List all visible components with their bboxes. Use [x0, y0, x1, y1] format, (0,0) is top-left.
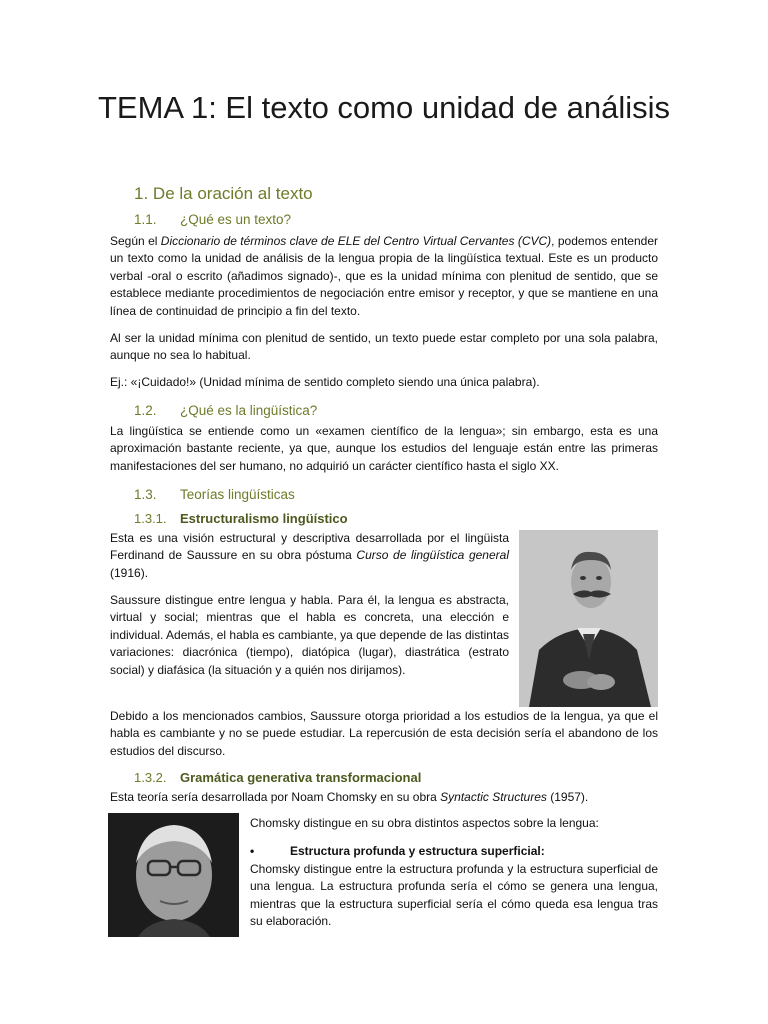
chomsky-portrait-image — [108, 813, 239, 937]
text-run: (1957). — [546, 790, 589, 804]
text-run: Esta es una visión estructural y descriptiva desarrollada por el lingüista Ferdinand de Saussure en su obra póstuma — [110, 531, 509, 563]
chomsky-portrait — [108, 813, 239, 937]
section-1-3-title: Teorías lingüísticas — [180, 487, 295, 502]
section-1-1-number: 1.1. — [134, 212, 157, 227]
section-1-1-heading — [134, 212, 291, 227]
italic-reference: Syntactic Structures — [440, 790, 547, 804]
paragraph-estructura-profunda: Chomsky distingue entre la estructura profunda y la estructura superficial de una lengua. La estructura profunda sería el cómo se genera una lengua, mientras que la estructura superficial sería el cómo queda esa lengua tras su elaboración. — [250, 862, 658, 929]
paragraph-example: Ej.: «¡Cuidado!» (Unidad mínima de sentido completo siendo una única palabra). — [110, 375, 540, 389]
section-1-2-title: ¿Qué es la lingüística? — [180, 403, 318, 418]
paragraph-texto-definition — [110, 233, 658, 320]
paragraph-chomsky-aspectos: Chomsky distingue en su obra distintos aspectos sobre la lengua: — [250, 816, 599, 830]
section-1-heading — [134, 184, 313, 204]
section-1-1-title: ¿Qué es un texto? — [180, 212, 292, 227]
paragraph-estructuralismo — [110, 530, 509, 582]
bullet-label: Estructura profunda y estructura superficial: — [290, 844, 545, 858]
section-1-3-1-number: 1.3.1. — [134, 511, 167, 526]
section-1-3-2-number: 1.3.2. — [134, 770, 167, 785]
saussure-portrait-image — [519, 530, 658, 707]
bullet-glyph: • — [250, 844, 255, 858]
section-1-2-number: 1.2. — [134, 403, 157, 418]
section-1-3-2-heading — [134, 770, 421, 785]
section-1-3-1-heading — [134, 511, 348, 526]
paragraph-gramatica-generativa — [110, 789, 658, 806]
section-1-number: 1. — [134, 184, 149, 203]
text-run: , podemos entender un texto como la unidad de análisis de la lengua propia de la lingüística textual. Este es un producto verbal -oral o escrito (añadimos signado)-, que es la unidad mínima con plenitud de sentido, que se establece mediante procedimientos de negociación entre emisor y receptor, y que se mantiene en una línea de continuidad de principio a fin del texto. — [110, 234, 658, 318]
section-1-3-1-title: Estructuralismo lingüístico — [180, 511, 348, 526]
italic-reference: Curso de lingüística general — [356, 548, 509, 563]
section-1-2-heading — [134, 403, 317, 418]
bullet-estructura — [250, 844, 545, 858]
saussure-portrait — [519, 530, 658, 707]
text-run: (1916). — [110, 565, 149, 580]
paragraph-lengua-habla: Saussure distingue entre lengua y habla. Para él, la lengua es abstracta, virtual y social; mientras que el habla es concreta, una elección e individual. Además, el habla es cambiante, ya que depende de las distintas variaciones: diacrónica (tiempo), diatópica (lugar), diastrática (estrato social) y diafásica (la situación y a quién nos dirijamos). — [110, 593, 509, 677]
text-run: Según el — [110, 234, 161, 248]
section-1-title: De la oración al texto — [152, 184, 313, 203]
page-title: TEMA 1: El texto como unidad de análisis — [97, 90, 671, 125]
paragraph-prioridad-lengua: Debido a los mencionados cambios, Saussure otorga prioridad a los estudios de la lengua, ya que el habla es cambiante y no se puede estudiar. La repercusión de esta decisión sería el abandono de los estudios del discurso. — [110, 709, 658, 758]
paragraph-linguistica: La lingüística se entiende como un «examen científico de la lengua»; sin embargo, esta es una aproximación bastante reciente, ya que, aunque los estudios del lenguaje están entre las primeras manifestaciones del ser humano, no adquirió un carácter científico hasta el siglo XX. — [110, 424, 658, 473]
paragraph-unidad-minima: Al ser la unidad mínima con plenitud de sentido, un texto puede estar completo por una sola palabra, aunque no sea lo habitual. — [110, 331, 658, 363]
text-run: Esta teoría sería desarrollada por Noam Chomsky en su obra — [110, 790, 441, 804]
section-1-3-2-title: Gramática generativa transformacional — [180, 770, 422, 785]
section-1-3-heading — [134, 487, 295, 502]
italic-reference: Diccionario de términos clave de ELE del Centro Virtual Cervantes (CVC) — [160, 234, 552, 248]
section-1-3-number: 1.3. — [134, 487, 157, 502]
